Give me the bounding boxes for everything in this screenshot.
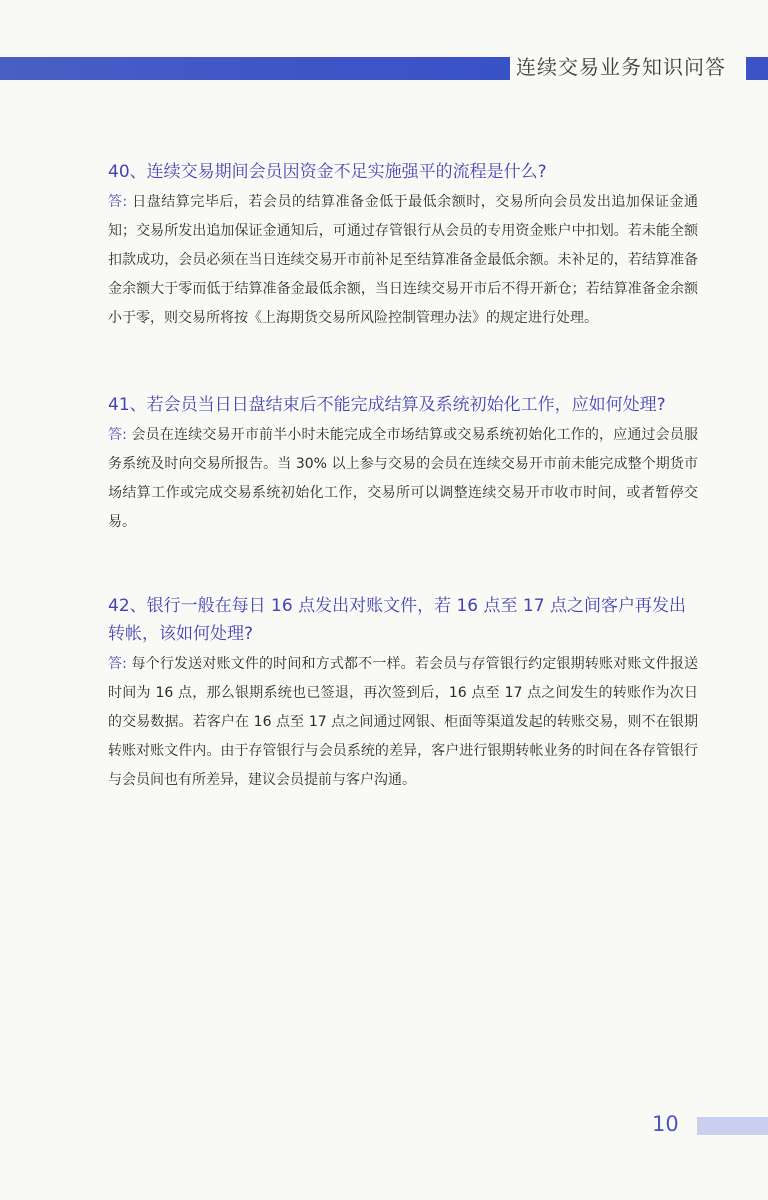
- answer-label: 答:: [108, 656, 127, 672]
- answer-label: 答:: [108, 194, 128, 210]
- answer-label: 答:: [108, 427, 127, 443]
- footer-band: [697, 1117, 768, 1135]
- answer-41: [108, 421, 698, 537]
- header-end-block: [746, 57, 768, 80]
- answer-text: 会员在连续交易开市前半小时未能完成全市场结算或交易系统初始化工作的，应通过会员服务系统及时向交易所报告。当 30% 以上参与交易的会员在连续交易开市前未能完成整个期货市场结算工作或完成交易系统初始化工作，交易所可以调整连续交易开市收市时间，或者暂停交易。: [108, 427, 699, 530]
- qa-item-40: [108, 158, 698, 333]
- header-band: [0, 57, 510, 80]
- question-41: 41、若会员当日日盘结束后不能完成结算及系统初始化工作，应如何处理?: [108, 395, 666, 415]
- answer-text: 日盘结算完毕后，若会员的结算准备金低于最低余额时，交易所向会员发出追加保证金通知；交易所发出追加保证金通知后，可通过存管银行从会员的专用资金账户中扣划。若未能全额扣款成功，会员必须在当日连续交易开市前补足至结算准备金最低余额。未补足的，若结算准备金余额大于零而低于结算准备金最低余额，当日连续交易开市后不得开新仓；若结算准备金余额小于零，则交易所将按《上海期货交易所风险控制管理办法》的规定进行处理。: [108, 194, 699, 326]
- page-number: 10: [652, 1112, 679, 1136]
- qa-item-42: [108, 592, 698, 795]
- answer-40: [108, 188, 698, 333]
- qa-item-41: [108, 391, 698, 537]
- header-title: 连续交易业务知识问答: [516, 55, 726, 79]
- answer-42: [108, 650, 698, 795]
- answer-text: 每个行发送对账文件的时间和方式都不一样。若会员与存管银行约定银期转账对账文件报送时间为 16 点，那么银期系统也已签退，再次签到后，16 点至 17 点之间发生的转账作为次日的交易数据。若客户在 16 点至 17 点之间通过网银、柜面等渠道发起的转账交易，则不在银期转账对账文件内。由于存管银行与会员系统的差异，客户进行银期转帐业务的时间在各存管银行与会员间也有所差异，建议会员提前与客户沟通。: [108, 656, 699, 788]
- question-42: 42、银行一般在每日 16 点发出对账文件，若 16 点至 17 点之间客户再发出转帐，该如何处理?: [108, 596, 686, 644]
- question-40: 40、连续交易期间会员因资金不足实施强平的流程是什么?: [108, 162, 547, 182]
